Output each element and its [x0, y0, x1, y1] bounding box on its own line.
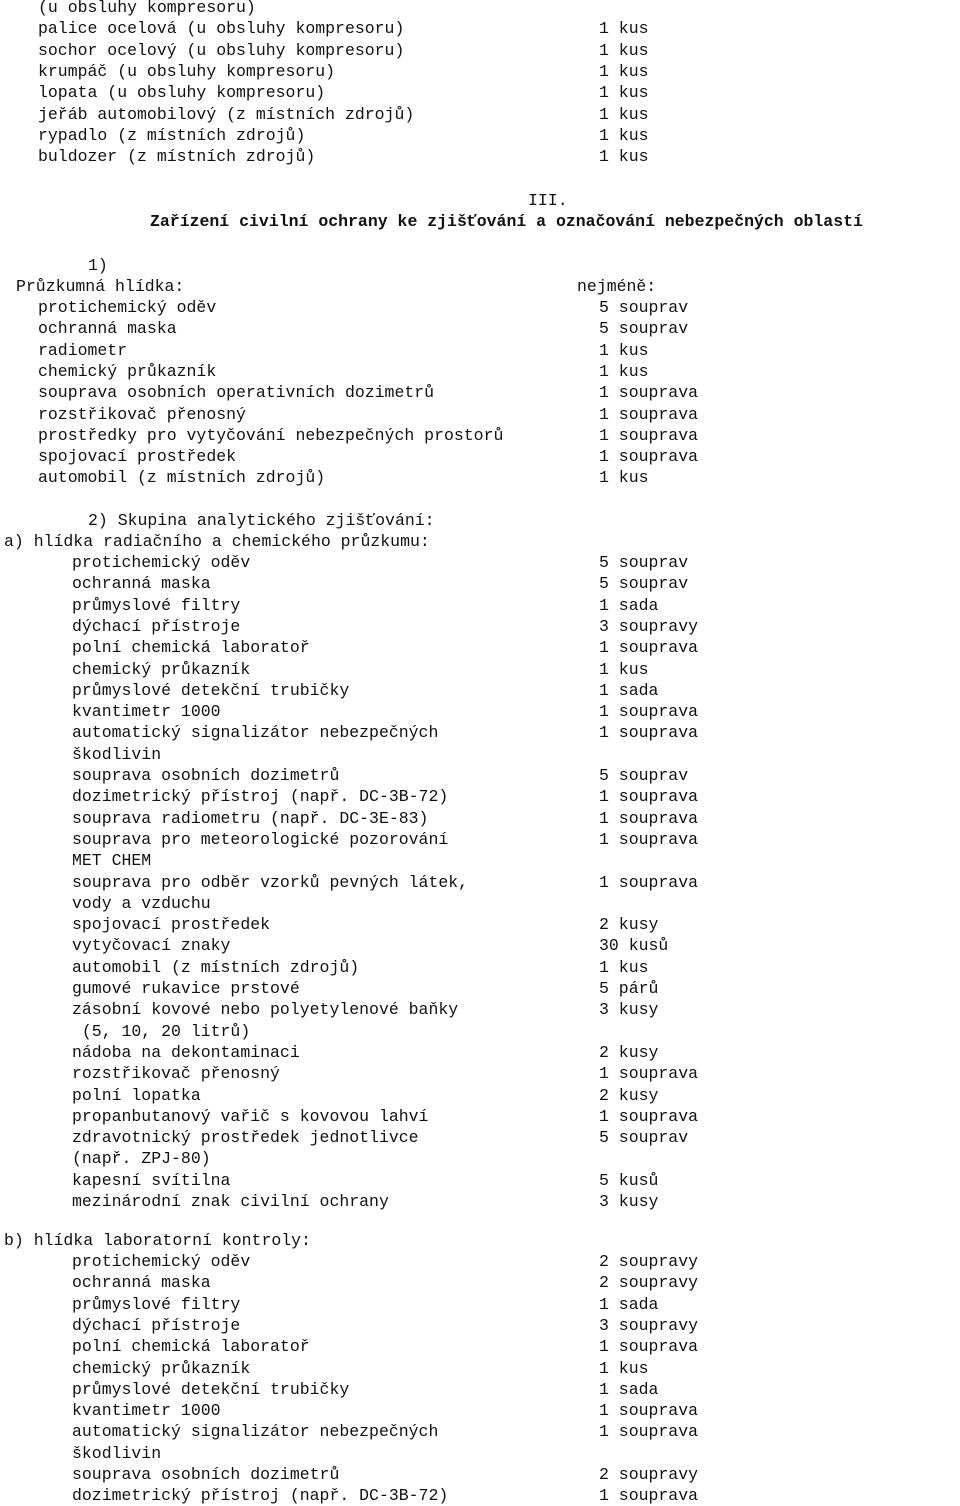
item-name: škodlivin — [72, 1443, 162, 1463]
item-quantity: 3 kusy — [599, 1192, 659, 1211]
item-quantity: 3 soupravy — [599, 1315, 699, 1335]
list-item — [0, 659, 960, 680]
item-quantity: 1 souprava — [599, 1486, 699, 1506]
list-item — [0, 1127, 960, 1148]
part2a-heading-row — [0, 531, 960, 552]
item-name: palice ocelová (u obsluhy kompresoru) — [38, 19, 405, 39]
list-item — [0, 318, 960, 339]
item-quantity: 1 kus — [599, 83, 649, 103]
list-item — [0, 1421, 960, 1442]
list-item — [0, 1170, 960, 1191]
item-name: vody a vzduchu — [72, 893, 211, 913]
list-item — [0, 573, 960, 594]
list-item — [0, 18, 960, 39]
item-quantity: 1 souprava — [599, 787, 699, 807]
list-item — [0, 40, 960, 61]
item-quantity: 1 kus — [599, 957, 649, 977]
list-item — [0, 1443, 960, 1464]
list-item — [0, 467, 960, 488]
part2b-heading: b) hlídka laboratorní kontroly: — [4, 1231, 311, 1250]
item-quantity: 1 kus — [599, 1358, 649, 1378]
item-quantity: 1 kus — [599, 40, 649, 60]
item-quantity: 1 souprava — [599, 723, 699, 743]
list-item — [0, 722, 960, 743]
item-quantity: 3 soupravy — [599, 616, 699, 636]
section-number-row — [0, 190, 960, 211]
item-quantity: 1 souprava — [599, 383, 699, 403]
item-quantity: 2 soupravy — [599, 1465, 699, 1484]
item-quantity: 5 párů — [599, 979, 659, 998]
list-item — [0, 1191, 960, 1212]
item-quantity: 1 souprava — [599, 1422, 699, 1442]
list-item — [0, 1336, 960, 1357]
item-name: chemický průkazník — [72, 659, 251, 679]
item-quantity: 2 kusy — [599, 915, 659, 935]
item-name: automobil (z místních zdrojů) — [38, 468, 326, 488]
list-item — [0, 1063, 960, 1084]
list-item — [0, 146, 960, 167]
item-quantity: 5 souprav — [599, 574, 689, 594]
item-quantity: 5 souprav — [599, 319, 689, 339]
item-quantity: 1 souprava — [599, 1064, 699, 1084]
item-name: protichemický oděv — [72, 1252, 251, 1271]
list-item — [0, 340, 960, 361]
item-name: chemický průkazník — [38, 361, 217, 381]
list-item — [0, 1485, 960, 1506]
item-name: dozimetrický přístroj (např. DC-3B-72) — [72, 787, 449, 807]
section-number: III. — [528, 191, 568, 210]
list-item — [0, 1400, 960, 1421]
item-name: radiometr — [38, 340, 128, 360]
item-quantity: 5 souprav — [599, 1128, 689, 1148]
item-name: chemický průkazník — [72, 1358, 251, 1378]
list-item — [0, 404, 960, 425]
item-name: dýchací přístroje — [72, 1315, 241, 1335]
item-name: souprava pro meteorologické pozorování — [72, 829, 449, 849]
item-quantity: 2 kusy — [599, 1085, 659, 1105]
item-name: spojovací prostředek — [38, 447, 237, 467]
item-name: buldozer (z místních zdrojů) — [38, 147, 316, 167]
item-name: propanbutanový vařič s kovovou lahví — [72, 1106, 429, 1126]
item-name: (např. ZPJ-80) — [72, 1149, 211, 1169]
item-name: kvantimetr 1000 — [72, 1401, 221, 1421]
item-quantity: 1 kus — [599, 61, 649, 81]
item-name: rypadlo (z místních zdrojů) — [38, 125, 306, 145]
item-name: zásobní kovové nebo polyetylenové baňky — [72, 1000, 459, 1020]
item-quantity: 5 souprav — [599, 298, 689, 317]
list-item — [0, 872, 960, 893]
item-quantity: 1 sada — [599, 1379, 659, 1399]
list-item — [0, 701, 960, 722]
list-item — [0, 829, 960, 850]
item-name: průmyslové detekční trubičky — [72, 1379, 350, 1399]
part1-number-row — [0, 255, 960, 276]
item-name: škodlivin — [72, 744, 162, 764]
list-item — [0, 893, 960, 914]
item-quantity: 1 kus — [599, 468, 649, 488]
part1-heading-right: nejméně: — [577, 277, 657, 296]
list-item — [0, 1294, 960, 1315]
item-name: ochranná maska — [72, 574, 211, 594]
item-name: sochor ocelový (u obsluhy kompresoru) — [38, 40, 405, 60]
item-quantity: 1 souprava — [599, 1337, 699, 1357]
list-item — [0, 914, 960, 935]
item-name: dozimetrický přístroj (např. DC-3B-72) — [72, 1486, 449, 1506]
item-name: mezinárodní znak civilní ochrany — [72, 1192, 389, 1211]
list-item — [0, 1085, 960, 1106]
item-name: souprava radiometru (např. DC-3E-83) — [72, 808, 429, 828]
item-quantity: 1 souprava — [599, 404, 699, 424]
item-name: vytyčovací znaky — [72, 936, 231, 956]
item-quantity: 1 kus — [599, 104, 649, 124]
item-quantity: 1 souprava — [599, 702, 699, 722]
item-name: gumové rukavice prstové — [72, 979, 300, 998]
item-name: dýchací přístroje — [72, 616, 241, 636]
list-item — [0, 1464, 960, 1485]
list-item — [0, 297, 960, 318]
item-quantity: 1 souprava — [599, 872, 699, 892]
part2-heading: 2) Skupina analytického zjišťování: — [88, 511, 435, 530]
item-name: průmyslové filtry — [72, 595, 241, 615]
list-item — [0, 637, 960, 658]
list-item — [0, 935, 960, 956]
list-item — [0, 1021, 960, 1042]
item-name: souprava osobních dozimetrů — [72, 766, 340, 785]
list-item — [0, 361, 960, 382]
part2b-heading-row — [0, 1230, 960, 1251]
item-name: MET CHEM — [72, 851, 152, 871]
list-item — [0, 978, 960, 999]
item-name: souprava osobních operativních dozimetrů — [38, 383, 435, 403]
list-item — [0, 1042, 960, 1063]
list-item — [0, 808, 960, 829]
item-name: kapesní svítilna — [72, 1170, 231, 1190]
item-quantity: 1 sada — [599, 1294, 659, 1314]
item-quantity: 1 kus — [599, 361, 649, 381]
item-name: průmyslové detekční trubičky — [72, 680, 350, 700]
item-quantity: 5 souprav — [599, 766, 689, 785]
item-quantity: 1 kus — [599, 125, 649, 145]
item-quantity: 30 kusů — [599, 936, 669, 956]
item-name: protichemický oděv — [38, 298, 217, 317]
item-quantity: 2 soupravy — [599, 1273, 699, 1293]
item-name: souprava pro odběr vzorků pevných látek, — [72, 872, 469, 892]
item-quantity: 2 kusy — [599, 1042, 659, 1062]
item-quantity: 5 souprav — [599, 553, 689, 572]
list-item — [0, 957, 960, 978]
part2-heading-row — [0, 510, 960, 531]
item-name: spojovací prostředek — [72, 915, 271, 935]
item-quantity: 1 kus — [599, 340, 649, 360]
item-name: jeřáb automobilový (z místních zdrojů) — [38, 104, 415, 124]
list-item — [0, 82, 960, 103]
item-quantity: 1 sada — [599, 595, 659, 615]
item-name: polní chemická laboratoř — [72, 1337, 310, 1357]
list-item — [0, 382, 960, 403]
list-item — [0, 425, 960, 446]
item-name: souprava osobních dozimetrů — [72, 1465, 340, 1484]
list-item — [0, 1148, 960, 1169]
list-item — [0, 765, 960, 786]
item-quantity: 1 souprava — [599, 808, 699, 828]
part1-heading-row — [0, 276, 960, 297]
section-title-row — [0, 211, 960, 232]
list-item — [0, 616, 960, 637]
list-item — [0, 1315, 960, 1336]
item-name: automatický signalizátor nebezpečných — [72, 1422, 439, 1442]
item-name: nádoba na dekontaminaci — [72, 1042, 300, 1062]
list-item — [0, 1379, 960, 1400]
list-item — [0, 446, 960, 467]
list-item — [0, 1106, 960, 1127]
list-item — [0, 104, 960, 125]
item-quantity: 5 kusů — [599, 1170, 659, 1190]
part1-number: 1) — [88, 256, 108, 275]
item-quantity: 1 kus — [599, 19, 649, 39]
item-name: prostředky pro vytyčování nebezpečných prostorů — [38, 425, 504, 445]
item-name: krumpáč (u obsluhy kompresoru) — [38, 61, 336, 81]
item-quantity: 1 souprava — [599, 829, 699, 849]
list-item — [0, 1358, 960, 1379]
item-quantity: 1 souprava — [599, 638, 699, 658]
item-name: průmyslové filtry — [72, 1294, 241, 1314]
item-name: (5, 10, 20 litrů) — [72, 1021, 251, 1041]
item-name: rozstřikovač přenosný — [72, 1064, 280, 1084]
list-item — [0, 786, 960, 807]
item-quantity: 1 kus — [599, 659, 649, 679]
list-item — [0, 61, 960, 82]
item-name: kvantimetr 1000 — [72, 702, 221, 722]
item-quantity: 1 kus — [599, 147, 649, 167]
item-name: protichemický oděv — [72, 553, 251, 572]
section-title: Zařízení civilní ochrany ke zjišťování a označování nebezpečných oblastí — [150, 212, 863, 231]
list-item — [0, 0, 960, 18]
list-item — [0, 1272, 960, 1293]
item-quantity: 3 kusy — [599, 1000, 659, 1020]
list-item — [0, 680, 960, 701]
list-item — [0, 552, 960, 573]
item-quantity: 1 sada — [599, 680, 659, 700]
list-item — [0, 1251, 960, 1272]
item-name: ochranná maska — [38, 319, 177, 339]
list-item — [0, 595, 960, 616]
item-name: automobil (z místních zdrojů) — [72, 957, 360, 977]
item-quantity: 1 souprava — [599, 1401, 699, 1421]
part2a-heading: a) hlídka radiačního a chemického průzkumu: — [4, 532, 430, 551]
item-quantity: 1 souprava — [599, 447, 699, 467]
list-item — [0, 850, 960, 871]
item-name: zdravotnický prostředek jednotlivce — [72, 1128, 419, 1148]
item-name: polní chemická laboratoř — [72, 638, 310, 658]
list-item — [0, 125, 960, 146]
item-name: lopata (u obsluhy kompresoru) — [38, 83, 326, 103]
item-quantity: 1 souprava — [599, 425, 699, 445]
list-item — [0, 744, 960, 765]
part1-heading: Průzkumná hlídka: — [16, 277, 185, 296]
item-name: ochranná maska — [72, 1273, 211, 1293]
item-name: rozstřikovač přenosný — [38, 404, 246, 424]
item-name: polní lopatka — [72, 1085, 201, 1105]
item-quantity: 1 souprava — [599, 1106, 699, 1126]
item-name: (u obsluhy kompresoru) — [38, 0, 256, 17]
item-quantity: 2 soupravy — [599, 1252, 699, 1271]
item-name: automatický signalizátor nebezpečných — [72, 723, 439, 743]
list-item — [0, 999, 960, 1020]
